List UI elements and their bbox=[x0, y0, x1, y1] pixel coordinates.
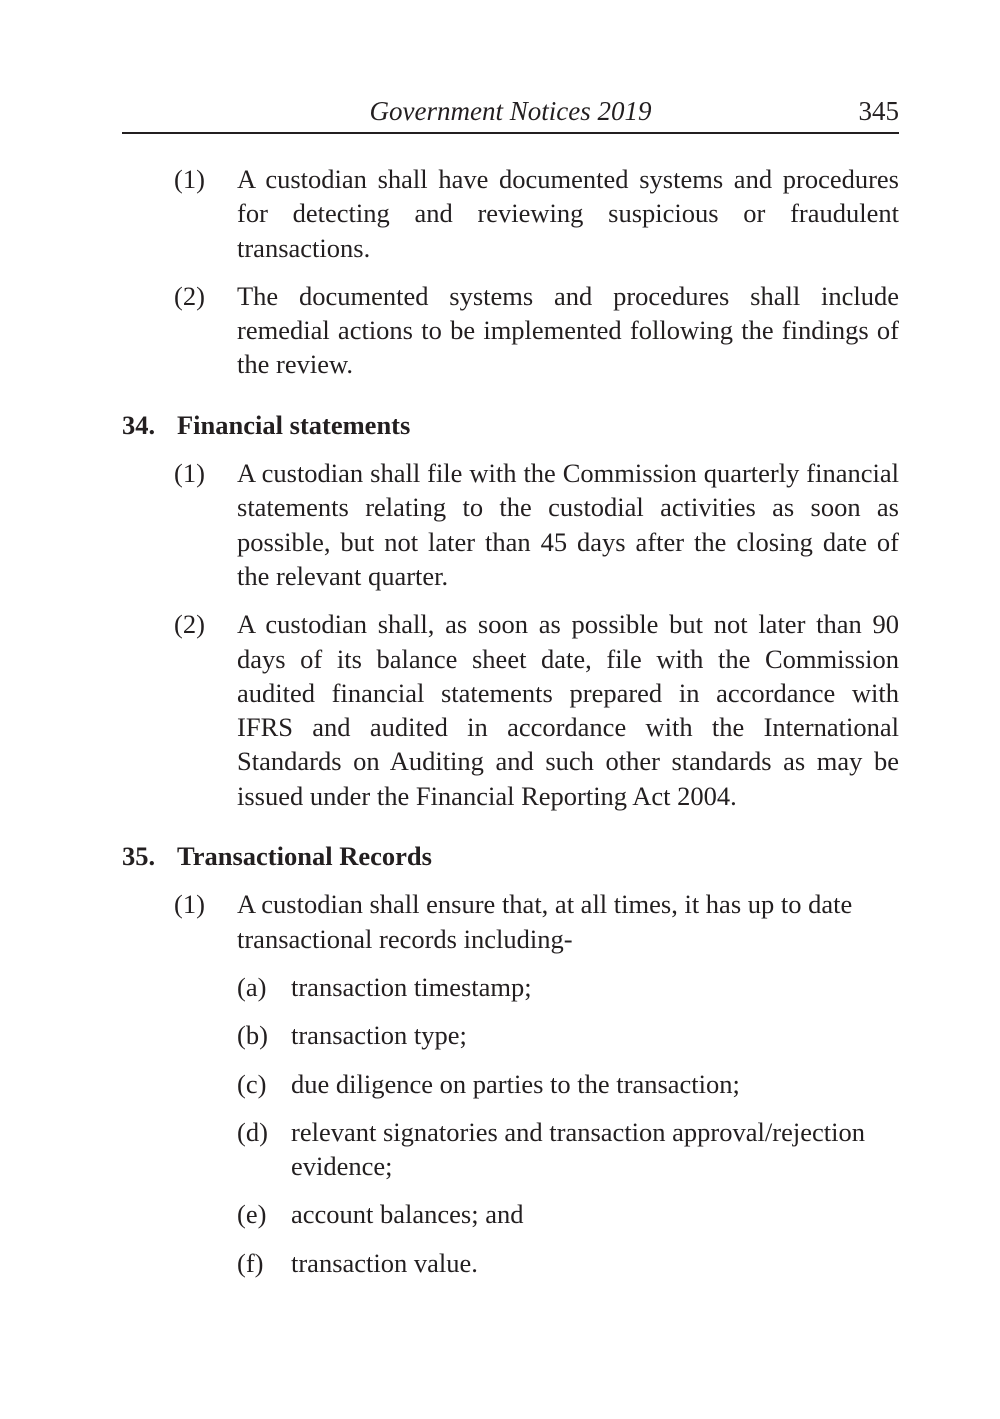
list-item-a bbox=[237, 970, 899, 1004]
item-label: (a) bbox=[237, 971, 267, 1002]
paragraph-34-2 bbox=[122, 607, 899, 813]
section-heading-35 bbox=[122, 839, 899, 873]
paragraph-number: (1) bbox=[174, 458, 205, 489]
section-number: 35. bbox=[122, 841, 156, 872]
section-number: 34. bbox=[122, 409, 156, 440]
section-title: Transactional Records bbox=[177, 841, 432, 872]
section-title: Financial statements bbox=[177, 409, 411, 440]
item-text: transaction value. bbox=[291, 1247, 478, 1278]
list-item-c bbox=[237, 1067, 899, 1101]
paragraph-33-1 bbox=[122, 162, 899, 265]
list-item-f bbox=[237, 1246, 899, 1280]
section-heading-34 bbox=[122, 408, 899, 442]
list-item-e bbox=[237, 1197, 899, 1231]
list-item-d bbox=[237, 1115, 899, 1184]
paragraph-33-2 bbox=[122, 279, 899, 382]
page-header bbox=[122, 92, 899, 134]
item-text: transaction type; bbox=[291, 1020, 467, 1051]
paragraph-text: A custodian shall have documented systems and procedures for detecting and reviewing suspicious or fraudulent transactions. bbox=[237, 164, 899, 263]
item-label: (c) bbox=[237, 1068, 267, 1099]
paragraph-text: A custodian shall, as soon as possible but not later than 90 days of its balance sheet date, file with the Commission audited financial statements prepared in accordance with IFRS and audited in accordance with the International Standards on Auditing and such other standards as may be issued under the Financial Reporting Act 2004. bbox=[237, 609, 899, 811]
paragraph-34-1 bbox=[122, 456, 899, 593]
item-label: (f) bbox=[237, 1247, 264, 1278]
document-body bbox=[122, 162, 899, 1294]
paragraph-number: (1) bbox=[174, 164, 205, 194]
list-item-b bbox=[237, 1018, 899, 1052]
paragraph-number: (2) bbox=[174, 609, 205, 640]
paragraph-35-1 bbox=[122, 887, 899, 956]
item-text: transaction timestamp; bbox=[291, 971, 532, 1002]
item-text: account balances; and bbox=[291, 1199, 524, 1230]
item-text: relevant signatories and transaction approval/rejection evidence; bbox=[291, 1116, 865, 1182]
item-label: (e) bbox=[237, 1199, 267, 1230]
item-label: (b) bbox=[237, 1020, 268, 1051]
paragraph-text: A custodian shall file with the Commission quarterly financial statements relating to the custodial activities as soon as possible, but not later than 45 days after the closing date of the relevant quarter. bbox=[237, 458, 899, 591]
paragraph-text: A custodian shall ensure that, at all times, it has up to date transactional records including- bbox=[237, 889, 853, 954]
paragraph-number: (2) bbox=[174, 280, 205, 311]
item-label: (d) bbox=[237, 1116, 268, 1147]
paragraph-text: The documented systems and procedures shall include remedial actions to be implemented following the findings of the review. bbox=[237, 280, 899, 380]
item-text: due diligence on parties to the transaction; bbox=[291, 1068, 740, 1099]
running-title: Government Notices 2019 bbox=[369, 96, 652, 126]
paragraph-number: (1) bbox=[174, 889, 205, 920]
page-number: 345 bbox=[858, 96, 899, 126]
